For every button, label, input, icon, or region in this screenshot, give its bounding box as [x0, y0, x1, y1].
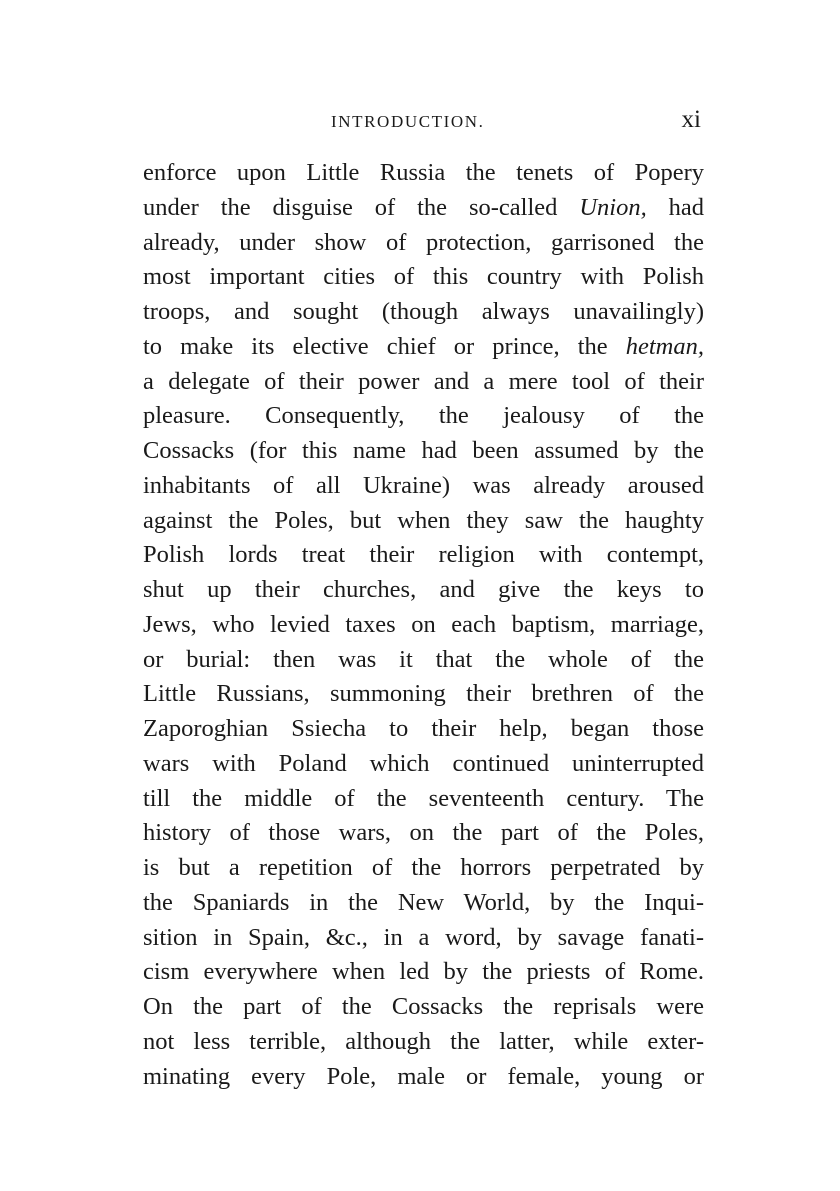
italic-union: Union,	[579, 193, 647, 221]
text-line-17: Zaporoghian Ssiecha to their help, began those	[143, 715, 704, 742]
text-line-27: minating every Pole, male or female, young or	[143, 1062, 704, 1090]
running-head	[143, 108, 703, 138]
text-line-14: Jews, who levied taxes on each baptism, marriage,	[143, 610, 704, 638]
text-line-13: shut up their churches, and give the keys to	[143, 576, 704, 603]
text-line-10: inhabitants of all Ukraine) was already aroused	[143, 471, 704, 499]
text-line-7: a delegate of their power and a mere tool of their	[143, 367, 704, 395]
text-line-8: pleasure. Consequently, the jealousy of the	[143, 402, 704, 430]
text-line-1: enforce upon Little Russia the tenets of Popery	[143, 159, 704, 186]
text-line-19: till the middle of the seventeenth century. The	[143, 784, 704, 812]
page-number: xi	[681, 106, 701, 133]
text-line-12: Polish lords treat their religion with contempt,	[143, 541, 704, 569]
text-line-3: already, under show of protection, garrisoned the	[143, 228, 704, 256]
text-line-16: Little Russians, summoning their brethren of the	[143, 680, 704, 708]
text-line-24: cism everywhere when led by the priests of Rome.	[143, 958, 704, 986]
text-line-20: history of those wars, on the part of the Poles,	[143, 819, 704, 847]
text-line-23: sition in Spain, &c., in a word, by savage fanati-	[143, 923, 704, 951]
body-text	[143, 156, 704, 1094]
text-line-15: or burial: then was it that the whole of the	[143, 645, 704, 673]
text-line-9: Cossacks (for this name had been assumed by the	[143, 437, 704, 464]
running-title: INTRODUCTION.	[331, 112, 485, 131]
text-line-11: against the Poles, but when they saw the haughty	[143, 506, 704, 534]
italic-hetman: hetman,	[625, 332, 704, 360]
text-line-21: is but a repetition of the horrors perpetrated by	[143, 854, 704, 881]
text-line-2: under the disguise of the so-called Union, had	[143, 193, 704, 221]
text-line-6: to make its elective chief or prince, the hetman,	[143, 332, 704, 360]
text-line-26: not less terrible, although the latter, while exter-	[143, 1027, 704, 1055]
text-line-5: troops, and sought (though always unavailingly)	[143, 298, 704, 325]
text-line-22: the Spaniards in the New World, by the Inqui-	[143, 888, 704, 916]
text-line-4: most important cities of this country with Polish	[143, 263, 704, 291]
text-line-25: On the part of the Cossacks the reprisals were	[143, 993, 704, 1020]
text-line-18: wars with Poland which continued uninterrupted	[143, 749, 704, 777]
